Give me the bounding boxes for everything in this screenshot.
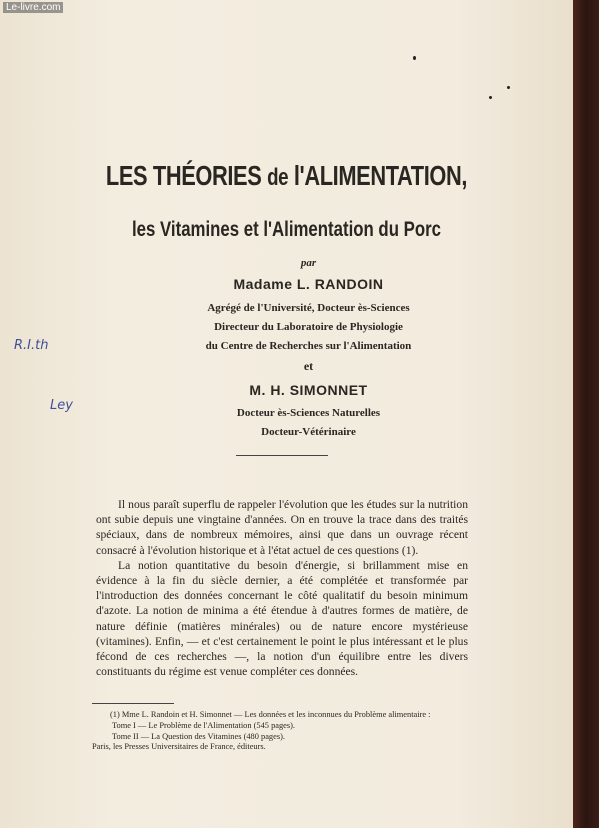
document-subtitle: les Vitamines et l'Alimentation du Porc: [132, 218, 441, 241]
by-line: par: [300, 257, 317, 269]
footnote: [92, 710, 468, 753]
author-1-name: Madame L. RANDOIN: [233, 276, 384, 292]
footnote-line: Tome I — Le Problème de l'Alimentation (545 pages).: [112, 720, 296, 730]
paper-speck: [413, 56, 416, 60]
body-text: [96, 497, 468, 679]
author-2-role: Docteur-Vétérinaire: [261, 426, 356, 438]
watermark: Le-livre.com: [3, 2, 63, 13]
title-part-3: l'ALIMENTATION,: [293, 160, 468, 191]
paper-speck: [507, 86, 510, 89]
title-part-2: de: [267, 164, 289, 191]
author-2-name: M. H. SIMONNET: [249, 382, 368, 398]
author-1-role: Agrégé de l'Université, Docteur ès-Sciences: [207, 302, 410, 314]
author-1-role: du Centre de Recherches sur l'Alimentation: [205, 340, 412, 352]
author-2-role: Docteur ès-Sciences Naturelles: [236, 407, 381, 419]
handwritten-annotation: Ley: [50, 398, 73, 413]
footnote-rule: [92, 703, 174, 704]
conjunction: et: [303, 359, 314, 373]
paragraph: La notion quantitative du besoin d'énergie, si brillamment mise en évidence à la fin du siècle dernier, a été complétée et transformée par l'introduction des données concernant le côté qualitatif du besoin minimum d'azote. La notion de minima a été étendue à d'autres formes de matière, de nature définie (matières minérales) ou de nature encore mystérieuse (vitamines). Enfin, — et c'est certainement le point le plus intéressant et le plus fécond de ces recherches —, la notion d'un équilibre entre les divers constituants du régime est venue compléter ces données.: [96, 558, 468, 679]
document-title: [63, 160, 510, 192]
paper-speck: [489, 96, 492, 99]
footnote-line: Tome II — La Question des Vitamines (480 pages).: [112, 731, 285, 741]
title-part-1: LES THÉORIES: [105, 160, 262, 191]
paragraph: Il nous paraît superflu de rappeler l'évolution que les études sur la nutrition ont subie depuis une vingtaine d'années. On en trouve la trace dans des traités spéciaux, dans de nombreux mémoires, ainsi que dans un ouvrage récent consacré à l'évolution historique et à l'état actuel de ces questions (1).: [96, 498, 468, 557]
footnote-line: (1) Mme L. Randoin et H. Simonnet — Les données et les inconnues du Problème alimentaire :: [110, 710, 431, 719]
author-1-role: Directeur du Laboratoire de Physiologie: [214, 321, 403, 333]
separator-rule: [236, 455, 328, 456]
footnote-line: Paris, les Presses Universitaires de France, éditeurs.: [92, 742, 266, 752]
handwritten-annotation: R.I.th: [14, 338, 49, 353]
